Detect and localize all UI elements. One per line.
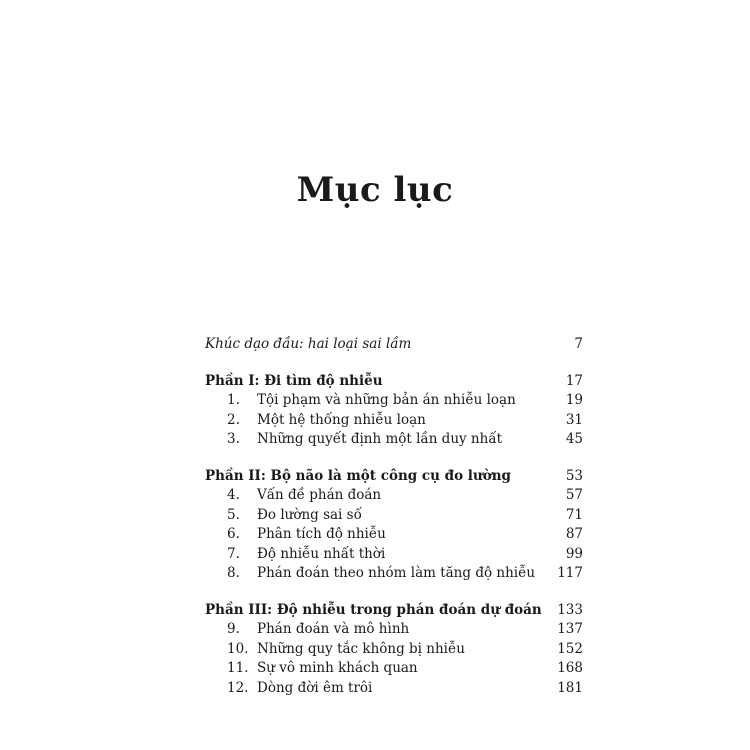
toc-page-number: 168	[557, 660, 583, 676]
toc-chapter-number: 1.	[227, 392, 240, 408]
toc-page-number: 57	[565, 487, 583, 503]
toc-page-number: 17	[565, 372, 583, 389]
toc-chapter-number: 2.	[227, 411, 240, 428]
toc-chapter-label: Độ nhiễu nhất thời	[257, 545, 386, 562]
toc-prologue	[205, 335, 583, 355]
toc-part-label: Phần III: Độ nhiễu trong phán đoán dự đoán	[205, 601, 542, 618]
toc-chapter-label: Dòng đời êm trôi	[257, 679, 373, 696]
toc-page-number: 7	[574, 336, 583, 352]
toc-chapter-label: Phân tích độ nhiễu	[257, 526, 386, 542]
table-of-contents	[205, 335, 583, 698]
toc-chapter-number: 5.	[227, 506, 240, 523]
toc-chapter	[205, 659, 583, 679]
page-title: Mục lục	[296, 170, 454, 210]
toc-chapter	[205, 640, 583, 660]
toc-chapter-label: Những quyết định một lần duy nhất	[257, 431, 503, 447]
toc-chapter	[205, 391, 583, 411]
toc-page-number: 137	[557, 621, 583, 637]
toc-page-number: 87	[565, 526, 583, 542]
toc-chapter-number: 6.	[227, 526, 240, 542]
toc-chapter	[205, 411, 583, 431]
toc-chapter-label: Sự vô minh khách quan	[257, 660, 418, 676]
toc-part-label: Phần I: Đi tìm độ nhiễu	[205, 372, 383, 389]
toc-chapter-number: 9.	[227, 621, 240, 637]
toc-part	[205, 601, 583, 621]
toc-chapter	[205, 545, 583, 565]
toc-page-number: 45	[565, 431, 583, 447]
toc-chapter	[205, 620, 583, 640]
toc-chapter-label: Một hệ thống nhiễu loạn	[257, 411, 426, 428]
toc-chapter-label: Vấn đề phán đoán	[257, 487, 382, 503]
toc-chapter-number: 4.	[227, 487, 240, 503]
toc-chapter-label: Tội phạm và những bản án nhiễu loạn	[257, 392, 516, 408]
toc-chapter-number: 11.	[227, 660, 249, 676]
toc-page-number: 19	[565, 392, 583, 408]
toc-part-label: Phần II: Bộ não là một công cụ đo lường	[205, 467, 511, 484]
toc-chapter-number: 10.	[227, 640, 249, 657]
toc-page-number: 71	[565, 506, 583, 523]
toc-page-number: 99	[565, 545, 583, 562]
toc-chapter-label: Phán đoán theo nhóm làm tăng độ nhiễu	[257, 565, 536, 581]
toc-page-number: 117	[557, 565, 583, 581]
toc-chapter-number: 7.	[227, 545, 240, 562]
toc-chapter-label: Phán đoán và mô hình	[257, 621, 410, 637]
toc-page-number: 181	[557, 679, 583, 696]
toc-chapter	[205, 506, 583, 526]
toc-page-number: 53	[565, 467, 583, 484]
toc-chapter	[205, 525, 583, 545]
toc-entry-label: Khúc dạo đầu: hai loại sai lầm	[205, 336, 412, 352]
toc-page-number: 31	[565, 411, 583, 428]
toc-page-number: 133	[557, 601, 583, 618]
toc-chapter	[205, 679, 583, 699]
toc-chapter	[205, 486, 583, 506]
toc-part	[205, 372, 583, 392]
toc-chapter	[205, 564, 583, 584]
toc-chapter-number: 3.	[227, 431, 240, 447]
toc-page-number: 152	[557, 640, 583, 657]
toc-chapter-number: 8.	[227, 565, 240, 581]
toc-part	[205, 467, 583, 487]
toc-chapter-number: 12.	[227, 679, 249, 696]
toc-chapter-label: Đo lường sai số	[257, 506, 362, 523]
toc-chapter-label: Những quy tắc không bị nhiễu	[257, 640, 465, 657]
toc-chapter	[205, 430, 583, 450]
